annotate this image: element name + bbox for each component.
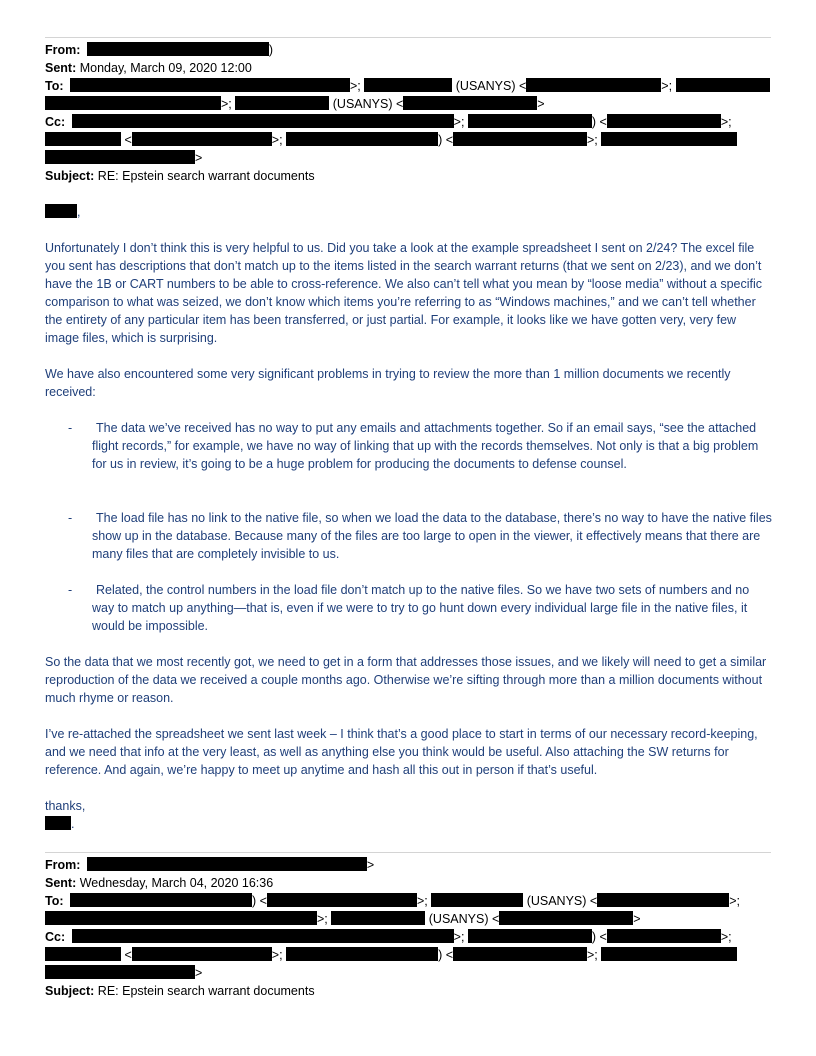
- separator: ) <: [438, 133, 453, 147]
- redaction: [72, 114, 454, 128]
- redaction: [45, 816, 71, 830]
- bullet-dash: -: [68, 511, 73, 525]
- paragraph-text: So the data that we most recently got, we need to get in a form that addresses those issues, and we likely will need to get a similar reproduction of the data we received a couple months ago. Otherwise we’re sifting through more than a million documents without much rhyme or reason.: [45, 655, 767, 705]
- separator: >: [633, 912, 641, 926]
- to-label: To:: [45, 894, 64, 908]
- separator: >;: [350, 79, 361, 93]
- greeting-tail: ,: [77, 205, 81, 219]
- redaction: [72, 929, 454, 943]
- redaction: [45, 965, 195, 979]
- redaction: [453, 132, 587, 146]
- separator: >;: [317, 912, 328, 926]
- separator: ) <: [591, 115, 607, 129]
- separator: >;: [453, 115, 465, 129]
- redaction: [601, 132, 737, 146]
- email2-cc-line-2: [45, 946, 771, 964]
- from-label: From:: [45, 858, 81, 872]
- separator: >;: [271, 133, 283, 147]
- redaction: [132, 132, 272, 146]
- separator: >;: [587, 133, 598, 147]
- subject-label: Subject:: [45, 169, 95, 183]
- bullet-text: The data we’ve received has no way to put any emails and attachments together. So if an email says, “see the attached flight records,” for example, we have no way of linking that up with the records themselves. Not only is that a big problem for us in review, it’s going to be a huge problem for producing the documents to defense counsel.: [92, 421, 759, 471]
- paragraph: [45, 653, 773, 707]
- subject-label: Subject:: [45, 984, 95, 998]
- separator: ) <: [252, 894, 267, 908]
- paragraph-text: We have also encountered some very significant problems in trying to review the more than 1 million documents we recently received:: [45, 367, 731, 399]
- paragraph-text: Unfortunately I don’t think this is very helpful to us. Did you take a look at the example spreadsheet I sent on 2/24? The excel file you sent has descriptions that don’t match up to the items listed in the search warrant returns (that we sent on 2/23), and we don’t have the 1B or CART numbers to be able to cross-reference. We also can’t tell what you mean by “loose media” without a specific comparison to what was seized, we don’t know which items you’re referring to as “Windows machines,” and we can’t tell whether the entirety of any particular item has been transferred, or just partial. For example, it looks like we have gotten very, very few image files, which is surprising.: [45, 241, 763, 345]
- redaction: [526, 78, 661, 92]
- redaction: [87, 42, 269, 56]
- separator: >;: [720, 930, 732, 944]
- separator: >;: [729, 894, 740, 908]
- signoff: [45, 797, 773, 815]
- redaction: [468, 114, 592, 128]
- bullet-dash: -: [68, 421, 73, 435]
- paragraph: [45, 725, 773, 779]
- redaction: [45, 911, 317, 925]
- sent-value: Monday, March 09, 2020 12:00: [79, 61, 252, 75]
- email1-cc-line-3: [45, 149, 771, 167]
- redaction: [132, 947, 272, 961]
- signature-tail: .: [71, 817, 75, 831]
- bullet-text: The load file has no link to the native file, so when we load the data to the database, there’s no way to have the native files show up in the database. Because many of the files are too large to open in the viewer, it effectively means that there are many files that are completely invisible to us.: [92, 511, 772, 561]
- separator: <: [124, 948, 132, 962]
- separator: >;: [221, 97, 232, 111]
- subject-value: RE: Epstein search warrant documents: [97, 984, 315, 998]
- paragraph: [45, 239, 773, 347]
- email2-to-line-2: [45, 910, 771, 928]
- subject-value: RE: Epstein search warrant documents: [97, 169, 315, 183]
- email1-cc-line-1: [45, 113, 771, 131]
- signoff-text: thanks,: [45, 799, 86, 813]
- email2-cc-line-3: [45, 964, 771, 982]
- separator: >;: [271, 948, 283, 962]
- divider-rule: [45, 852, 771, 853]
- sent-value: Wednesday, March 04, 2020 16:36: [79, 876, 274, 890]
- greeting: [45, 203, 773, 221]
- email1-to-line-1: [45, 77, 771, 95]
- to-org: (USANYS) <: [526, 894, 598, 908]
- separator: >: [537, 97, 545, 111]
- bullet-text: Related, the control numbers in the load file don’t match up to the native files. So we have two sets of numbers and no way to match up anything—that is, even if we were to try to go hunt down every individual large file in the native files, it would be impossible.: [92, 583, 750, 633]
- email2-cc-line-1: [45, 928, 771, 946]
- email2-to-line-1: [45, 892, 771, 910]
- sent-label: Sent:: [45, 61, 77, 75]
- from-tail: >: [366, 858, 375, 872]
- to-org: (USANYS) <: [428, 912, 500, 926]
- email2-sent-line: [45, 874, 771, 892]
- separator: >;: [661, 79, 673, 93]
- separator: <: [124, 133, 132, 147]
- paragraph-text: I’ve re-attached the spreadsheet we sent last week – I think that’s a good place to start in terms of our necessary record-keeping, and we need that info at the very least, as well as anything else you think would be useful. Also attaching the SW returns for reference. And again, we’re happy to meet up anytime and hash all this out in person if that’s useful.: [45, 727, 758, 777]
- redaction: [499, 911, 633, 925]
- separator: >;: [416, 894, 428, 908]
- redaction: [267, 893, 417, 907]
- sent-label: Sent:: [45, 876, 77, 890]
- redaction: [601, 947, 737, 961]
- separator: >: [195, 966, 203, 980]
- redaction: [607, 114, 721, 128]
- redaction: [286, 947, 438, 961]
- email1-subject-line: [45, 167, 771, 185]
- redaction: [453, 947, 587, 961]
- redaction: [331, 911, 425, 925]
- email1-to-line-2: [45, 95, 771, 113]
- redaction: [286, 132, 438, 146]
- email2-subject-line: [45, 982, 771, 1000]
- redaction: [70, 78, 350, 92]
- separator: >;: [720, 115, 732, 129]
- separator: ) <: [438, 948, 453, 962]
- redaction: [676, 78, 770, 92]
- signature: [45, 815, 773, 833]
- redaction: [597, 893, 729, 907]
- redaction: [70, 893, 252, 907]
- email1-sent-line: [45, 59, 771, 77]
- redaction: [607, 929, 721, 943]
- redaction: [87, 857, 367, 871]
- redaction: [468, 929, 592, 943]
- paragraph: [45, 365, 773, 401]
- redaction: [364, 78, 452, 92]
- cc-label: Cc:: [45, 930, 66, 944]
- separator: ) <: [591, 930, 607, 944]
- redaction: [45, 150, 195, 164]
- redaction: [45, 132, 121, 146]
- redaction: [235, 96, 329, 110]
- separator: >: [195, 151, 203, 165]
- to-org: (USANYS) <: [332, 97, 404, 111]
- email1-from-line: [45, 41, 771, 59]
- from-tail: ): [268, 43, 274, 57]
- from-label: From:: [45, 43, 81, 57]
- redaction: [45, 96, 221, 110]
- separator: >;: [587, 948, 598, 962]
- bullet-dash: -: [68, 583, 73, 597]
- to-org: (USANYS) <: [455, 79, 527, 93]
- cc-label: Cc:: [45, 115, 66, 129]
- redaction: [431, 893, 523, 907]
- redaction: [45, 204, 77, 218]
- top-rule: [45, 37, 771, 38]
- to-label: To:: [45, 79, 64, 93]
- redaction: [403, 96, 537, 110]
- separator: >;: [453, 930, 465, 944]
- redaction: [45, 947, 121, 961]
- email1-cc-line-2: [45, 131, 771, 149]
- email2-from-line: [45, 856, 771, 874]
